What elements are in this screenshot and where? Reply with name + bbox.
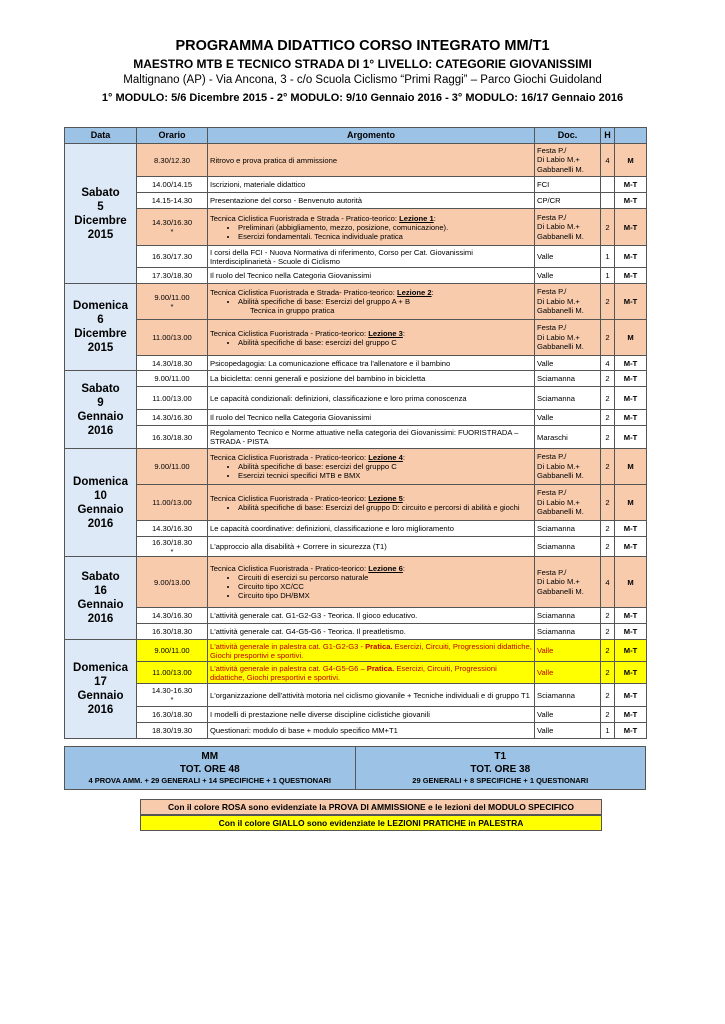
time-cell: 9.00/11.00	[137, 449, 208, 485]
hours-cell: 2	[601, 537, 615, 557]
time-cell: 11.00/13.00	[137, 485, 208, 521]
day-cell: Domenica 6 Dicembre 2015	[65, 284, 137, 371]
teacher-cell: Festa P./ Di Labio M.+ Gabbanelli M.	[535, 284, 601, 320]
time-cell: 14.30/16.30	[137, 410, 208, 426]
topic-cell: Tecnica Ciclistica Fuoristrada - Pratico-teorico: Lezione 4: • Abilità specifiche di base: esercizi del gruppo C • Esercizi tecnici specifici MTB e BMX	[208, 449, 535, 485]
col-header-doc: Doc.	[535, 128, 601, 144]
course-cell: M-T	[615, 426, 647, 449]
topic-cell: I modelli di prestazione nelle diverse discipline ciclistiche giovanili	[208, 707, 535, 723]
hours-cell: 2	[601, 707, 615, 723]
topic-cell: L'attività generale in palestra cat. G1-G2-G3 - Pratica. Esercizi, Circuiti, Progressioni didattiche, Giochi presportivi e sportivi.	[208, 640, 535, 662]
topic-cell: Tecnica Ciclistica Fuoristrada e Strada- Pratico-teorico: Lezione 2: • Abilità specifiche di base: Esercizi del gruppo A + B Tecnica in gruppo pratica	[208, 284, 535, 320]
teacher-cell: Sciamanna	[535, 537, 601, 557]
topic-cell: Tecnica Ciclistica Fuoristrada - Pratico-teorico: Lezione 3: • Abilità specifiche di base: esercizi del gruppo C	[208, 320, 535, 356]
time-cell: 16.30/18.30 *	[137, 537, 208, 557]
hours-cell: 2	[601, 209, 615, 246]
course-cell: M-T	[615, 662, 647, 684]
course-cell: M	[615, 144, 647, 177]
table-row	[65, 246, 647, 268]
location-line: Maltignano (AP) - Via Ancona, 3 - c/o Scuola Ciclismo “Primi Raggi” – Parco Giochi Guidoland	[123, 74, 602, 86]
hours-cell: 4	[601, 144, 615, 177]
hours-cell: 2	[601, 640, 615, 662]
col-header-blank	[615, 128, 647, 144]
hours-cell: 1	[601, 723, 615, 739]
time-cell: 16.30/18.30	[137, 624, 208, 640]
course-cell: M-T	[615, 608, 647, 624]
teacher-cell: Festa P./ Di Labio M.+ Gabbanelli M.	[535, 320, 601, 356]
teacher-cell: FCI	[535, 177, 601, 193]
time-cell: 14.30/16.30	[137, 608, 208, 624]
table-row	[65, 387, 647, 410]
teacher-cell: Maraschi	[535, 426, 601, 449]
table-row	[65, 268, 647, 284]
day-cell: Domenica 17 Gennaio 2016	[65, 640, 137, 739]
time-cell: 18.30/19.30	[137, 723, 208, 739]
time-cell: 9.00/11.00	[137, 371, 208, 387]
teacher-cell: Valle	[535, 662, 601, 684]
table-row	[65, 193, 647, 209]
course-cell: M-T	[615, 640, 647, 662]
legend-pink: Con il colore ROSA sono evidenziate la PROVA DI AMMISSIONE e le lezioni del MODULO SPECIFICO	[140, 799, 602, 815]
teacher-cell: Festa P./ Di Labio M.+ Gabbanelli M.	[535, 209, 601, 246]
course-cell: M-T	[615, 177, 647, 193]
topic-cell: Il ruolo del Tecnico nella Categoria Giovanissimi	[208, 410, 535, 426]
teacher-cell: Valle	[535, 410, 601, 426]
table-row	[65, 608, 647, 624]
table-row	[65, 320, 647, 356]
program-table	[64, 127, 647, 739]
topic-cell: Presentazione del corso - Benvenuto autorità	[208, 193, 535, 209]
table-row	[65, 707, 647, 723]
table-row	[65, 521, 647, 537]
table-row	[65, 371, 647, 387]
topic-cell: L'attività generale cat. G4-G5-G6 - Teorica. Il preatletismo.	[208, 624, 535, 640]
page-subtitle: MAESTRO MTB E TECNICO STRADA DI 1° LIVELLO: CATEGORIE GIOVANISSIMI	[133, 57, 592, 71]
col-header-data: Data	[65, 128, 137, 144]
course-cell: M-T	[615, 684, 647, 707]
col-header-argomento: Argomento	[208, 128, 535, 144]
course-cell: M-T	[615, 537, 647, 557]
hours-cell: 2	[601, 684, 615, 707]
hours-cell: 2	[601, 371, 615, 387]
time-cell: 16.30/18.30	[137, 426, 208, 449]
time-cell: 16.30/18.30	[137, 707, 208, 723]
topic-cell: Psicopedagogia: La comunicazione efficace tra l'allenatore e il bambino	[208, 356, 535, 371]
time-cell: 9.00/13.00	[137, 557, 208, 608]
course-cell: M-T	[615, 521, 647, 537]
hours-cell: 1	[601, 246, 615, 268]
hours-cell: 4	[601, 557, 615, 608]
time-cell: 16.30/17.30	[137, 246, 208, 268]
course-cell: M-T	[615, 356, 647, 371]
table-row	[65, 684, 647, 707]
topic-cell: Regolamento Tecnico e Norme attuative nella categoria dei Giovanissimi: FUORISTRADA – STRADA - PISTA	[208, 426, 535, 449]
teacher-cell: Festa P./ Di Labio M.+ Gabbanelli M.	[535, 485, 601, 521]
topic-cell: L'attività generale in palestra cat. G4-G5-G6 – Pratica. Esercizi, Circuiti, Progressioni didattiche, Giochi presportivi e sportivi.	[208, 662, 535, 684]
time-cell: 11.00/13.00	[137, 320, 208, 356]
hours-cell: 2	[601, 624, 615, 640]
hours-cell: 2	[601, 410, 615, 426]
course-cell: M-T	[615, 624, 647, 640]
hours-cell: 2	[601, 608, 615, 624]
hours-cell: 2	[601, 521, 615, 537]
course-cell: M	[615, 320, 647, 356]
course-cell: M-T	[615, 246, 647, 268]
day-cell: Domenica 10 Gennaio 2016	[65, 449, 137, 557]
totals-table	[64, 746, 646, 790]
course-cell: M-T	[615, 410, 647, 426]
topic-cell: L'approccio alla disabilità + Correre in sicurezza (T1)	[208, 537, 535, 557]
table-row	[65, 410, 647, 426]
day-cell: Sabato 16 Gennaio 2016	[65, 557, 137, 640]
course-cell: M-T	[615, 209, 647, 246]
topic-cell: Tecnica Ciclistica Fuoristrada e Strada - Pratico-teorico: Lezione 1: • Preliminari (abbigliamento, mezzo, posizione, comunicazione). • Esercizi fondamentali. Tecnica individuale pratica	[208, 209, 535, 246]
teacher-cell: Sciamanna	[535, 387, 601, 410]
table-header-row	[65, 128, 647, 144]
hours-cell: 2	[601, 387, 615, 410]
topic-cell: Ritrovo e prova pratica di ammissione	[208, 144, 535, 177]
totals-t1: T1 TOT. ORE 38 29 GENERALI + 8 SPECIFICHE + 1 QUESTIONARI	[355, 747, 646, 790]
topic-cell: L'organizzazione dell'attività motoria nel ciclismo giovanile + Tecniche individuali e di gruppo T1	[208, 684, 535, 707]
topic-cell: L'attività generale cat. G1-G2-G3 - Teorica. Il gioco educativo.	[208, 608, 535, 624]
table-row	[65, 356, 647, 371]
hours-cell: 2	[601, 284, 615, 320]
modules-line: 1° MODULO: 5/6 Dicembre 2015 - 2° MODULO: 9/10 Gennaio 2016 - 3° MODULO: 16/17 Gennaio 2016	[101, 92, 624, 104]
teacher-cell: Valle	[535, 707, 601, 723]
teacher-cell: Sciamanna	[535, 608, 601, 624]
table-row	[65, 662, 647, 684]
teacher-cell: Valle	[535, 268, 601, 284]
table-row	[65, 537, 647, 557]
course-cell: M-T	[615, 284, 647, 320]
teacher-cell: Valle	[535, 246, 601, 268]
time-cell: 9.00/11.00 *	[137, 284, 208, 320]
col-header-h: H	[601, 128, 615, 144]
table-row	[65, 449, 647, 485]
table-row	[65, 284, 647, 320]
table-row	[65, 723, 647, 739]
totals-mm: MM TOT. ORE 48 4 PROVA AMM. + 29 GENERALI + 14 SPECIFICHE + 1 QUESTIONARI	[65, 747, 356, 790]
hours-cell: 2	[601, 485, 615, 521]
day-cell: Sabato 5 Dicembre 2015	[65, 144, 137, 284]
time-cell: 14.15-14.30	[137, 193, 208, 209]
table-row	[65, 485, 647, 521]
table-row	[65, 209, 647, 246]
time-cell: 14.30-16.30 *	[137, 684, 208, 707]
teacher-cell: Festa P./ Di Labio M.+ Gabbanelli M.	[535, 449, 601, 485]
course-cell: M-T	[615, 371, 647, 387]
course-cell: M	[615, 449, 647, 485]
time-cell: 17.30/18.30	[137, 268, 208, 284]
hours-cell	[601, 193, 615, 209]
time-cell: 8.30/12.30	[137, 144, 208, 177]
course-cell: M-T	[615, 723, 647, 739]
day-cell: Sabato 9 Gennaio 2016	[65, 371, 137, 449]
teacher-cell: Sciamanna	[535, 521, 601, 537]
course-cell: M-T	[615, 387, 647, 410]
course-cell: M	[615, 485, 647, 521]
course-cell: M-T	[615, 707, 647, 723]
time-cell: 14.30/18.30	[137, 356, 208, 371]
course-cell: M-T	[615, 268, 647, 284]
time-cell: 9.00/11.00	[137, 640, 208, 662]
teacher-cell: Valle	[535, 723, 601, 739]
topic-cell: Iscrizioni, materiale didattico	[208, 177, 535, 193]
time-cell: 14.30/16.30 *	[137, 209, 208, 246]
table-row	[65, 640, 647, 662]
time-cell: 14.00/14.15	[137, 177, 208, 193]
teacher-cell: Festa P./ Di Labio M.+ Gabbanelli M.	[535, 144, 601, 177]
table-row	[65, 624, 647, 640]
table-row	[65, 144, 647, 177]
teacher-cell: CP/CR	[535, 193, 601, 209]
hours-cell	[601, 177, 615, 193]
hours-cell: 2	[601, 426, 615, 449]
teacher-cell: Valle	[535, 640, 601, 662]
topic-cell: Tecnica Ciclistica Fuoristrada - Pratico-teorico: Lezione 6: • Circuiti di esercizi su percorso naturale • Circuito tipo XC/CC • Circuito tipo DH/BMX	[208, 557, 535, 608]
teacher-cell: Sciamanna	[535, 684, 601, 707]
time-cell: 11.00/13.00	[137, 387, 208, 410]
topic-cell: Le capacità coordinative: definizioni, classificazione e loro miglioramento	[208, 521, 535, 537]
hours-cell: 1	[601, 268, 615, 284]
table-row	[65, 177, 647, 193]
topic-cell: I corsi della FCI - Nuova Normativa di riferimento, Corso per Cat. Giovanissimi Interdisciplinarietà - Scuole di Ciclismo	[208, 246, 535, 268]
teacher-cell: Sciamanna	[535, 371, 601, 387]
hours-cell: 4	[601, 356, 615, 371]
topic-cell: Il ruolo del Tecnico nella Categoria Giovanissimi	[208, 268, 535, 284]
table-row	[65, 557, 647, 608]
teacher-cell: Valle	[535, 356, 601, 371]
topic-cell: Questionari: modulo di base + modulo specifico MM+T1	[208, 723, 535, 739]
topic-cell: Le capacità condizionali: definizioni, classificazione e loro prima conoscenza	[208, 387, 535, 410]
page-title: PROGRAMMA DIDATTICO CORSO INTEGRATO MM/T1	[175, 38, 550, 54]
col-header-orario: Orario	[137, 128, 208, 144]
hours-cell: 2	[601, 449, 615, 485]
topic-cell: Tecnica Ciclistica Fuoristrada - Pratico-teorico: Lezione 5: • Abilità specifiche di base: Esercizi del gruppo D: circuito e percorsi di abilità e giochi	[208, 485, 535, 521]
hours-cell: 2	[601, 320, 615, 356]
topic-cell: La bicicletta: cenni generali e posizione del bambino in bicicletta	[208, 371, 535, 387]
table-row	[65, 426, 647, 449]
course-cell: M	[615, 557, 647, 608]
hours-cell: 2	[601, 662, 615, 684]
time-cell: 14.30/16.30	[137, 521, 208, 537]
time-cell: 11.00/13.00	[137, 662, 208, 684]
teacher-cell: Sciamanna	[535, 624, 601, 640]
teacher-cell: Festa P./ Di Labio M.+ Gabbanelli M.	[535, 557, 601, 608]
legend-yellow: Con il colore GIALLO sono evidenziate le LEZIONI PRATICHE in PALESTRA	[140, 815, 602, 831]
course-cell: M-T	[615, 193, 647, 209]
